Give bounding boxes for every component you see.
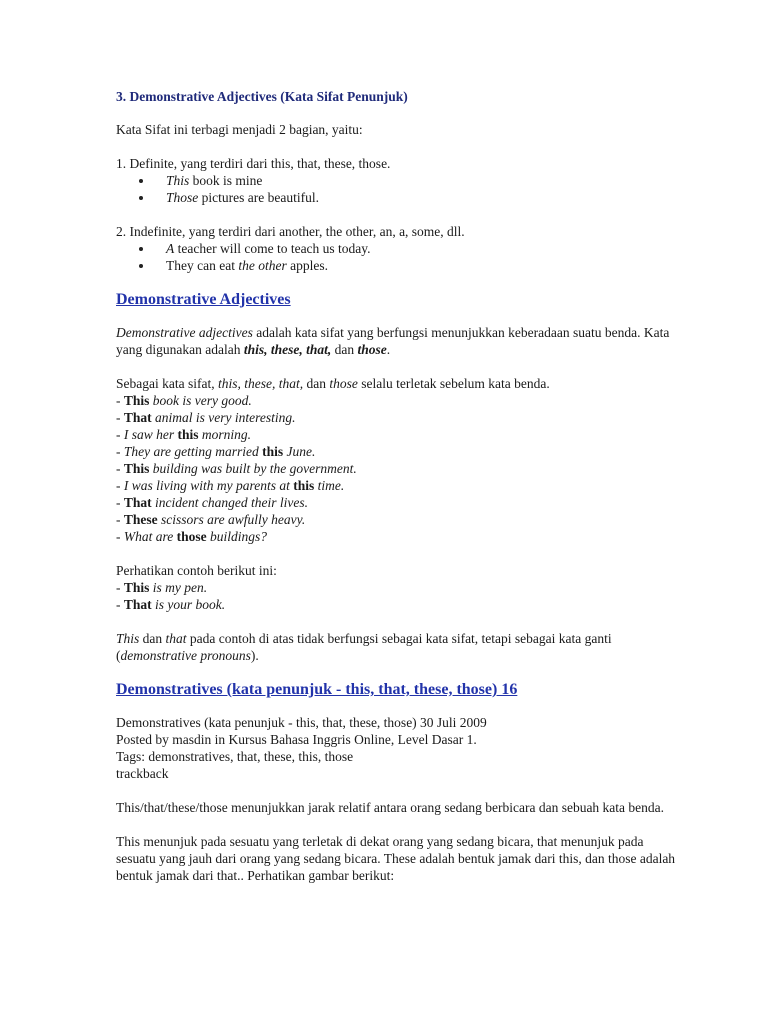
example-line: - This building was built by the government. xyxy=(116,461,357,476)
post-meta-line: Posted by masdin in Kursus Bahasa Inggris Online, Level Dasar 1. xyxy=(116,732,477,747)
example-line: - This is my pen. xyxy=(116,580,208,595)
section-title: 3. Demonstrative Adjectives (Kata Sifat Penunjuk) xyxy=(116,89,408,104)
example-line: - I saw her this morning. xyxy=(116,427,252,442)
example-line: - These scissors are awfully heavy. xyxy=(116,512,306,527)
definite-heading: 1. Definite, yang terdiri dari this, that, these, those. xyxy=(116,156,391,171)
post-meta xyxy=(116,714,676,782)
example-line: - What are those buildings? xyxy=(116,529,268,544)
demonstratives-paragraph-2: This menunjuk pada sesuatu yang terletak di dekat orang yang sedang bicara, that menunjuk pada sesuatu yang jauh dari orang yang sedang bicara. These adalah bentuk jamak dari this, dan those adalah bentuk jamak dari that.. Perhatikan gambar berikut: xyxy=(116,834,676,883)
indefinite-list xyxy=(116,240,676,274)
list-item: They can eat the other apples. xyxy=(166,257,676,274)
demo-adj-paragraph-3: This dan that pada contoh di atas tidak berfungsi sebagai kata sifat, tetapi sebagai kata ganti (demonstrative pronouns). xyxy=(116,631,612,663)
example-line: - I was living with my parents at this time. xyxy=(116,478,345,493)
note-example-list xyxy=(116,579,676,613)
trackback: trackback xyxy=(116,766,169,781)
example-line: - This book is very good. xyxy=(116,393,252,408)
example-line: - That incident changed their lives. xyxy=(116,495,308,510)
section-intro: Kata Sifat ini terbagi menjadi 2 bagian, yaitu: xyxy=(116,122,363,137)
demo-adj-paragraph-2: Sebagai kata sifat, this, these, that, dan those selalu terletak sebelum kata benda. xyxy=(116,376,550,391)
document-content xyxy=(116,87,676,884)
demonstratives-link[interactable]: Demonstratives (kata penunjuk - this, that, these, those) 16 xyxy=(116,681,518,698)
post-tags: Tags: demonstratives, that, these, this, those xyxy=(116,749,354,764)
example-list xyxy=(116,392,676,545)
indefinite-heading: 2. Indefinite, yang terdiri dari another, the other, an, a, some, dll. xyxy=(116,224,465,239)
list-item: This book is mine xyxy=(166,172,676,189)
example-line: - That is your book. xyxy=(116,597,226,612)
demonstratives-paragraph-1: This/that/these/those menunjukkan jarak relatif antara orang sedang berbicara dan sebuah kata benda. xyxy=(116,800,665,815)
demonstrative-adjectives-link[interactable]: Demonstrative Adjectives xyxy=(116,291,291,308)
demo-adj-paragraph-1: Demonstrative adjectives adalah kata sifat yang berfungsi menunjukkan keberadaan suatu benda. Kata yang digunakan adalah this, these, that, dan those. xyxy=(116,325,670,357)
list-item: Those pictures are beautiful. xyxy=(166,189,676,206)
definite-list xyxy=(116,172,676,206)
list-item: A teacher will come to teach us today. xyxy=(166,240,676,257)
note-intro: Perhatikan contoh berikut ini: xyxy=(116,563,277,578)
example-line: - That animal is very interesting. xyxy=(116,410,296,425)
example-line: - They are getting married this June. xyxy=(116,444,316,459)
post-meta-line: Demonstratives (kata penunjuk - this, that, these, those) 30 Juli 2009 xyxy=(116,715,487,730)
